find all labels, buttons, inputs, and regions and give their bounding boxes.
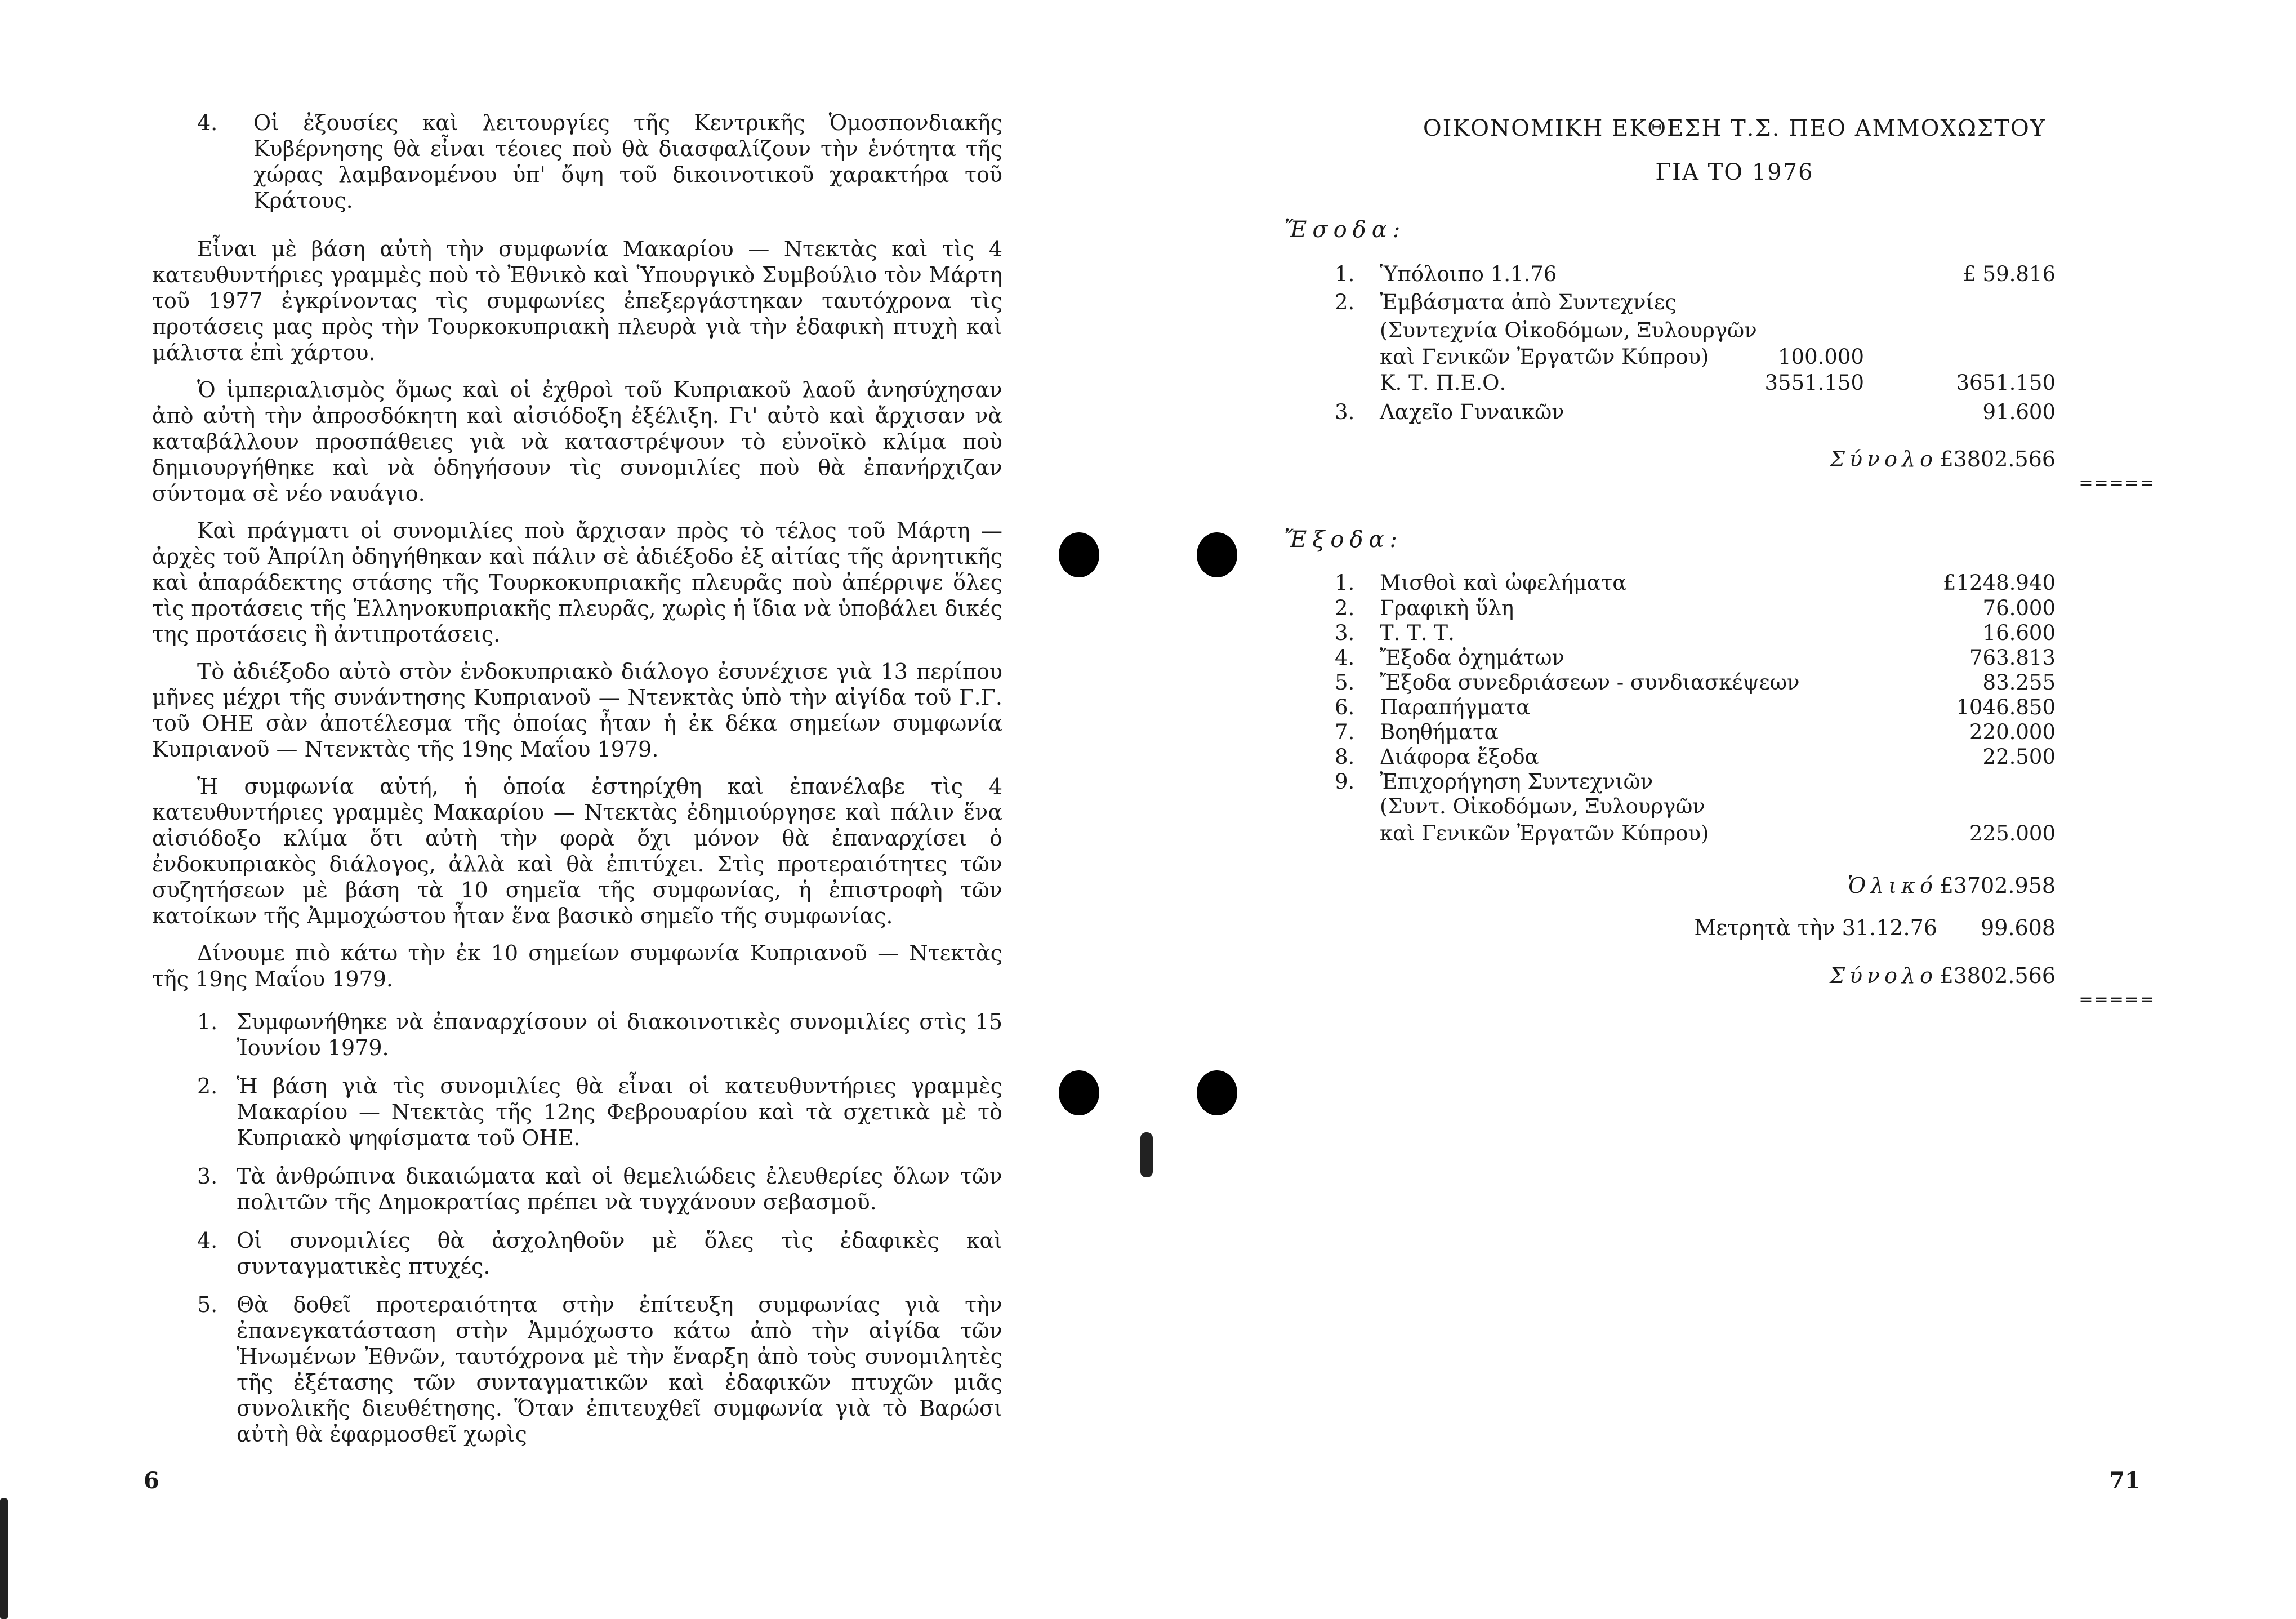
income-row [1239, 290, 2196, 317]
income-row-amount: 3651.150 [1956, 371, 2056, 395]
expense-row [1239, 794, 2196, 821]
expense-row-desc: Ἔξοδα συνεδριάσεων - συνδιασκέψεων [1380, 670, 1800, 695]
expense-row-desc: Μισθοὶ καὶ ὠφελήματα [1380, 571, 1627, 595]
expense-row-amount: 763.813 [1969, 646, 2056, 670]
paragraph: Καὶ πράγματι οἱ συνομιλίες ποὺ ἄρχισαν πρὸς τὸ τέλος τοῦ Μάρτη — ἀρχὲς τοῦ Ἀπρίλη ὁδηγήθηκαν καὶ πάλιν σὲ ἀδιέξοδο ἐξ αἰτίας τῆς ἀρνητικῆς καὶ ἀπαράδεκτης στάσης τῆς Τουρκοκυπριακῆς πλευρᾶς ποὺ ἀπέρριψε ὅλες τὶς προτάσεις τῆς Ἑλληνοκυπριακῆς πλευρᾶς, χωρὶς ἡ ἴδια νὰ ὑποβάλει δικές της προτάσεις ἢ ἀντιπροτάσεις. [152, 518, 1002, 647]
income-row-desc: Λαχεῖο Γυναικῶν [1380, 400, 1564, 424]
expense-row-desc: Ἔξοδα ὀχημάτων [1380, 646, 1565, 670]
income-row-number: 1. [1335, 262, 1355, 286]
income-row [1239, 371, 2196, 398]
agreement-item [197, 1163, 1002, 1215]
agreement-item-number: 5. [197, 1292, 218, 1317]
expenses-total: £3802.566 [1940, 963, 2056, 988]
income-row-desc: καὶ Γενικῶν Ἐργατῶν Κύπρου) [1380, 345, 1709, 369]
income-row-desc: Ἐμβάσματα ἀπὸ Συντεχνίες [1380, 290, 1677, 314]
punch-hole [1059, 532, 1099, 577]
agreement-item-text: Τὰ ἀνθρώπινα δικαιώματα καὶ οἱ θεμελιώδεις ἐλευθερίες ὅλων τῶν πολιτῶν τῆς Δημοκρατίας πρέπει νὰ τυγχάνουν σεβασμοῦ. [237, 1164, 1002, 1215]
paragraph: Ὁ ἱμπεριαλισμὸς ὅμως καὶ οἱ ἐχθροὶ τοῦ Κυπριακοῦ λαοῦ ἀνησύχησαν ἀπὸ αὐτὴ τὴν ἀπροσδόκητη καὶ αἰσιόδοξη ἐξέλιξη. Γι' αὐτὸ καὶ ἄρχισαν νὰ καταβάλλουν προσπάθειες γιὰ νὰ καταστρέψουν τὸ εὐνοϊκὸ κλίμα ποὺ δημιουργήθηκε καὶ νὰ ὁδηγήσουν τὶς συνομιλίες ποὺ θὰ ἐπανήρχιζαν σύντομα σὲ νέο ναυάγιο. [152, 377, 1002, 506]
intro-item [152, 110, 1002, 214]
expense-row [1239, 695, 2196, 722]
agreement-item-text: Συμφωνήθηκε νὰ ἐπαναρχίσουν οἱ διακοινοτικὲς συνομιλίες στὶς 15 Ἰουνίου 1979. [237, 1009, 1002, 1060]
left-page-number: 6 [144, 1467, 159, 1494]
punch-hole [1059, 1070, 1099, 1115]
cash-label: Μετρητὰ τὴν 31.12.76 [1694, 915, 1937, 940]
left-page [0, 0, 1104, 1619]
income-row [1239, 318, 2196, 345]
report-subtitle: ΓΙΑ ΤΟ 1976 [1655, 159, 1814, 185]
income-row-desc: (Συντεχνία Οἰκοδόμων, Ξυλουργῶν [1380, 318, 1757, 343]
expense-row-number: 4. [1335, 646, 1355, 670]
expense-row-number: 1. [1335, 571, 1355, 595]
expense-row [1239, 745, 2196, 772]
expense-row-amount: 16.600 [1982, 621, 2056, 645]
expense-row-number: 2. [1335, 596, 1355, 620]
punch-hole [1197, 532, 1237, 577]
agreement-item [197, 1292, 1002, 1447]
agreement-item [197, 1227, 1002, 1279]
income-double-rule: ===== [2079, 473, 2155, 493]
paragraph: Ἡ συμφωνία αὐτή, ἡ ὁποία ἐστηρίχθη καὶ ἐπανέλαβε τὶς 4 κατευθυντήριες γραμμὲς Μακαρίου — Ντεκτὰς ἐδημιούργησε καὶ πάλιν ἕνα αἰσιόδοξο κλίμα ὅτι αὐτὴ τὴν φορὰ ὄχι μόνον θὰ ἐπαναρχίσει ὁ ἐνδοκυπριακὸς διάλογος, ἀλλὰ καὶ θὰ ἐπιτύχει. Στὶς προτεραιότητες τῶν συζητήσεων μὲ βάση τὰ 10 σημεῖα τῆς συμφωνίας, ἡ ἐπιστροφὴ τῶν κατοίκων τῆς Ἀμμοχώστου ἦταν ἕνα βασικὸ σημεῖο τῆς συμφωνίας. [152, 774, 1002, 928]
right-page-number: 71 [2109, 1467, 2141, 1494]
expense-row-amount: £1248.940 [1942, 571, 2056, 595]
income-row [1239, 262, 2196, 289]
agreement-item-number: 2. [197, 1074, 218, 1098]
intro-item-number: 4. [197, 110, 218, 135]
expense-row [1239, 720, 2196, 747]
punch-hole [1197, 1070, 1237, 1115]
income-heading: Ἔσοδα: [1284, 217, 1406, 243]
expense-row-number: 6. [1335, 695, 1355, 719]
expense-row [1239, 621, 2196, 648]
income-row-amount: £ 59.816 [1963, 262, 2056, 286]
expense-row-desc: Ἐπιχορήγηση Συντεχνιῶν [1380, 770, 1653, 794]
income-row [1239, 400, 2196, 427]
agreement-item [197, 1009, 1002, 1061]
agreement-item-text: Οἱ συνομιλίες θὰ ἀσχοληθοῦν μὲ ὅλες τὶς ἐδαφικὲς καὶ συνταγματικὲς πτυχές. [237, 1228, 1002, 1279]
expense-row-amount: 1046.850 [1956, 695, 2056, 719]
expense-row-desc: καὶ Γενικῶν Ἐργατῶν Κύπρου) [1380, 821, 1709, 846]
agreement-item-number: 1. [197, 1009, 218, 1034]
expense-row [1239, 596, 2196, 623]
expense-row-amount: 22.500 [1982, 745, 2056, 769]
expense-row-number: 9. [1335, 770, 1355, 794]
expense-row-desc: Παραπήγματα [1380, 695, 1531, 719]
income-row-number: 3. [1335, 400, 1355, 424]
expense-row-amount: 83.255 [1982, 670, 2056, 695]
expense-row-number: 8. [1335, 745, 1355, 769]
income-row-desc: Κ. Τ. Π.Ε.Ο. [1380, 371, 1506, 395]
agreement-list [152, 1009, 1002, 1447]
agreement-item-text: Ἡ βάση γιὰ τὶς συνομιλίες θὰ εἶναι οἱ κατευθυντήριες γραμμὲς Μακαρίου — Ντεκτὰς τῆς 12ης Φεβρουαρίου καὶ τὰ σχετικὰ μὲ τὸ Κυπριακὸ ψηφίσματα τοῦ ΟΗΕ. [237, 1074, 1002, 1150]
expense-row-desc: (Συντ. Οἰκοδόμων, Ξυλουργῶν [1380, 794, 1705, 819]
expenses-total-label: Σύνολο [1830, 963, 1937, 988]
expense-row-desc: Βοηθήματα [1380, 720, 1499, 744]
expense-row-desc: Γραφικὴ ὕλη [1380, 596, 1514, 620]
income-row-number: 2. [1335, 290, 1355, 314]
expense-row [1239, 821, 2196, 848]
income-row-desc: Ὑπόλοιπο 1.1.76 [1380, 262, 1557, 286]
expense-row [1239, 571, 2196, 598]
income-row-sub: 3551.150 [1764, 371, 1864, 395]
expense-row-amount: 225.000 [1969, 821, 2056, 846]
paragraph: Τὸ ἀδιέξοδο αὐτὸ στὸν ἐνδοκυπριακὸ διάλογο ἐσυνέχισε γιὰ 13 περίπου μῆνες μέχρι τῆς συνάντησης Κυπριανοῦ — Ντενκτὰς ὑπὸ τὴν αἰγίδα τοῦ Γ.Γ. τοῦ ΟΗΕ σὰν ἀποτέλεσμα τῆς ὁποίας ἦταν ἡ ἐκ δέκα σημείων συμφωνία Κυπριανοῦ — Ντενκτὰς τῆς 19ης Μαΐου 1979. [152, 659, 1002, 762]
paragraph: Εἶναι μὲ βάση αὐτὴ τὴν συμφωνία Μακαρίου — Ντεκτὰς καὶ τὶς 4 κατευθυντήριες γραμμὲς ποὺ τὸ Ἐθνικὸ καὶ Ὑπουργικὸ Συμβούλιο τὸν Μάρτη τοῦ 1977 ἐγκρίνοντας τὶς συμφωνίες ἐπεξεργάστηκαν ταυτόχρονα τὶς προτάσεις μας πρὸς τὴν Τουρκοκυπριακὴ πλευρὰ γιὰ τὴν ἐδαφικὴ πτυχὴ καὶ μάλιστα ἐπὶ χάρτου. [152, 237, 1002, 365]
expense-row-amount: 76.000 [1982, 596, 2056, 620]
income-row [1239, 345, 2196, 372]
expenses-subtotal-label: Ὁλικό [1847, 873, 1937, 898]
right-page [1239, 0, 2296, 1619]
report-title: ΟΙΚΟΝΟΜΙΚΗ ΕΚΘΕΣΗ Τ.Σ. ΠΕΟ ΑΜΜΟΧΩΣΤΟΥ [1423, 115, 2047, 141]
expense-row-number: 3. [1335, 621, 1355, 645]
cash-amount: 99.608 [1981, 915, 2056, 940]
agreement-item-number: 3. [197, 1164, 218, 1189]
agreement-item-text: Θὰ δοθεῖ προτεραιότητα στὴν ἐπίτευξη συμφωνίας γιὰ τὴν ἐπανεγκατάσταση στὴν Ἀμμόχωστο κάτω ἀπὸ τὴν αἰγίδα τῶν Ἡνωμένων Ἐθνῶν, ταυτόχρονα μὲ τὴν ἔναρξη ἀπὸ τοὺς συνομιλητὲς τῆς ἐξέτασης τῶν συνταγματικῶν καὶ ἐδαφικῶν πτυχῶν μιᾶς συνολικῆς διευθέτησης. Ὅταν ἐπιτευχθεῖ συμφωνία γιὰ τὸ Βαρώσι αὐτὴ θὰ ἐφαρμοσθεῖ χωρὶς [237, 1292, 1002, 1447]
expenses-subtotal: £3702.958 [1940, 873, 2056, 898]
expenses-heading: Ἔξοδα: [1284, 527, 1403, 553]
expense-row-desc: Τ. Τ. Τ. [1380, 621, 1455, 645]
expense-row-number: 5. [1335, 670, 1355, 695]
scan-mark [0, 1498, 8, 1619]
scan-mark [1140, 1132, 1153, 1177]
income-row-amount: 91.600 [1982, 400, 2056, 424]
income-total: £3802.566 [1940, 447, 2056, 472]
intro-item-text: Οἱ ἐξουσίες καὶ λειτουργίες τῆς Κεντρικῆς Ὁμοσπονδιακῆς Κυβέρνησης θὰ εἶναι τέοιες ποὺ θὰ διασφαλίζουν τὴν ἑνότητα τῆς χώρας λαμβανομένου ὑπ' ὄψη τοῦ δικοινοτικοῦ χαρακτήρα τοῦ Κράτους. [253, 110, 1002, 213]
expense-row [1239, 646, 2196, 673]
income-row-sub: 100.000 [1777, 345, 1864, 369]
expense-row [1239, 670, 2196, 697]
agreement-item [197, 1073, 1002, 1151]
left-text-column [152, 110, 1002, 1460]
expense-row-desc: Διάφορα ἔξοδα [1380, 745, 1539, 769]
expense-row-amount: 220.000 [1969, 720, 2056, 744]
agreement-item-number: 4. [197, 1228, 218, 1253]
expense-row [1239, 770, 2196, 797]
expenses-double-rule: ===== [2079, 990, 2155, 1009]
paragraph: Δίνουμε πιὸ κάτω τὴν ἐκ 10 σημείων συμφωνία Κυπριανοῦ — Ντεκτὰς τῆς 19ης Μαΐου 1979. [152, 941, 1002, 991]
income-total-label: Σύνολο [1830, 447, 1937, 472]
expense-row-number: 7. [1335, 720, 1355, 744]
